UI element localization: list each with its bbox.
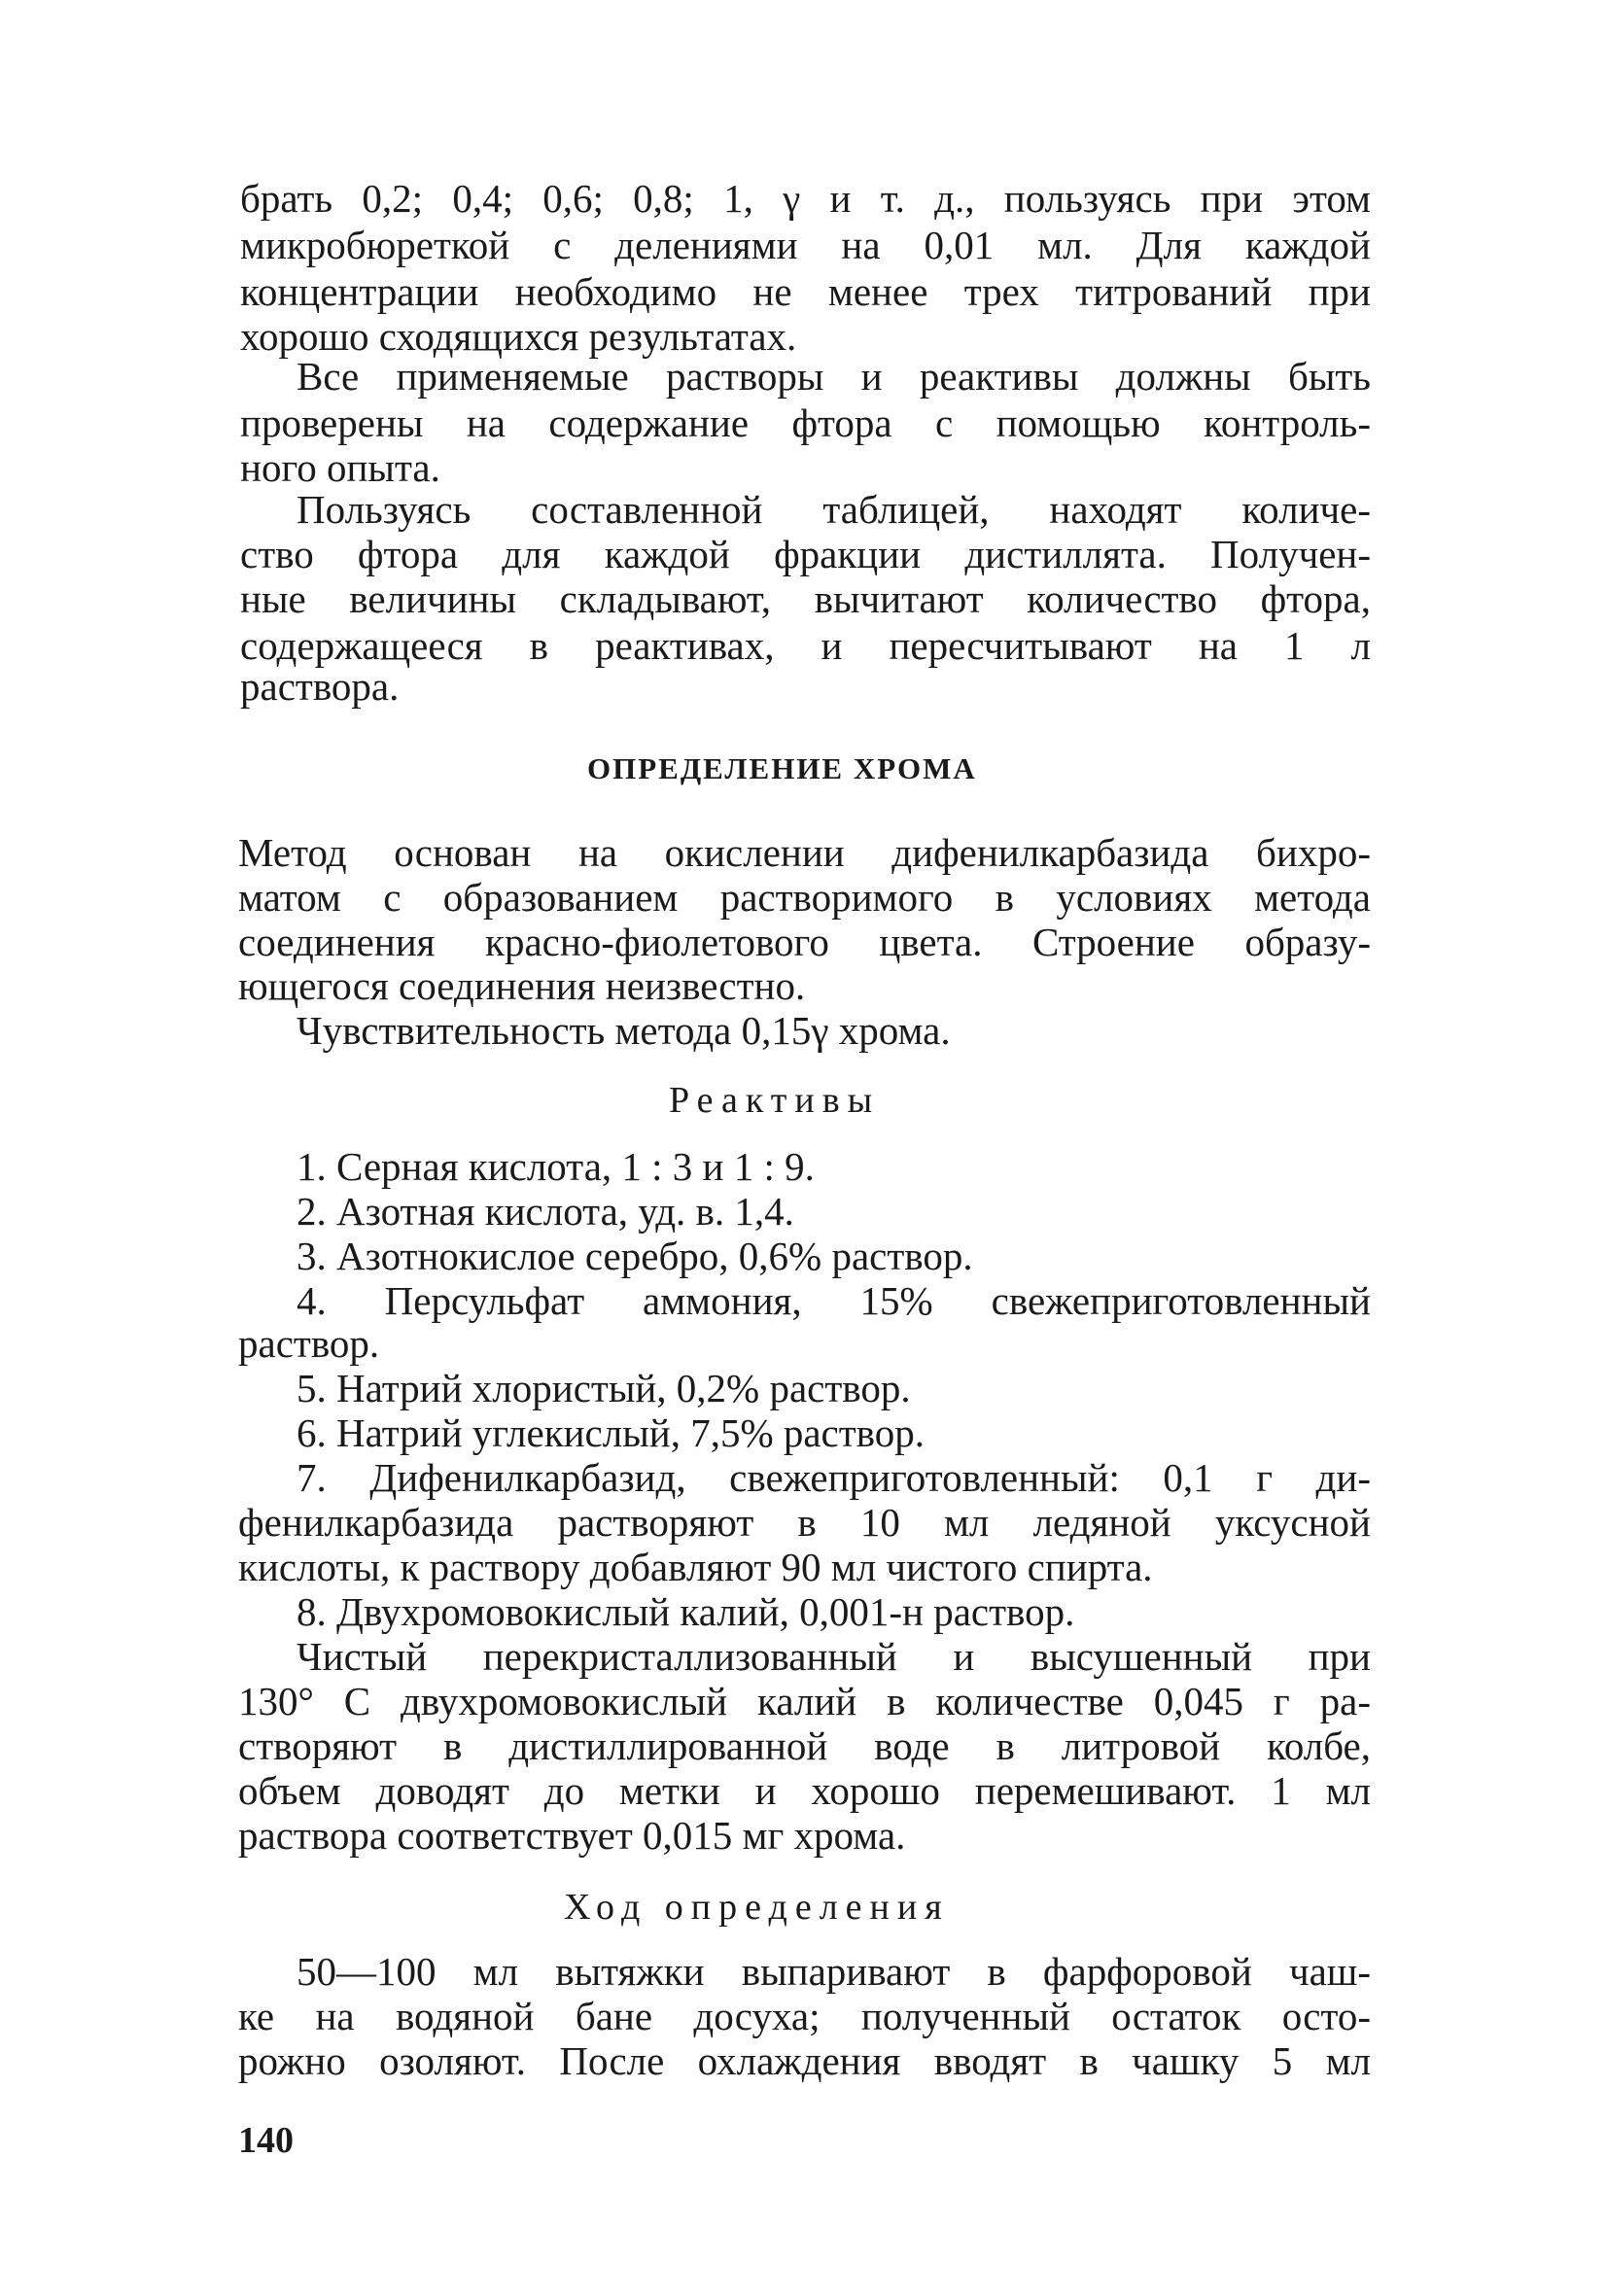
- reagent-item-4: 4. Персульфат аммония, 15% свежеприготовленный: [297, 1278, 1371, 1323]
- paragraph-1-line-2: микробюреткой с делениями на 0,01 мл. Для каждой: [240, 223, 1371, 267]
- paragraph-2-line-2: проверены на содержание фтора с помощью контроль-: [240, 400, 1371, 445]
- reagent-item-6: 6. Натрий углекислый, 7,5% раствор.: [297, 1410, 925, 1455]
- paragraph-3-line-4: содержащееся в реактивах, и пересчитывают на 1 л: [240, 623, 1371, 668]
- reagent-item-2: 2. Азотная кислота, уд. в. 1,4.: [297, 1189, 794, 1234]
- reagents-heading: Реактивы: [669, 1080, 881, 1121]
- method-paragraph-line-1: Метод основан на окислении дифенилкарбазида бихро-: [238, 830, 1371, 875]
- procedure-heading: Ход определения: [564, 1887, 950, 1928]
- paragraph-1-line-3: концентрации необходимо не менее трех титрований при: [240, 269, 1371, 314]
- dichromate-paragraph-line-1: Чистый перекристаллизованный и высушенный при: [297, 1634, 1371, 1679]
- procedure-paragraph-line-2: ке на водяной бане досуха; полученный остаток осто-: [238, 1994, 1371, 2038]
- paragraph-3-line-5: раствора.: [240, 664, 400, 709]
- paragraph-3-line-3: ные величины складывают, вычитают количество фтора,: [240, 576, 1371, 621]
- dichromate-paragraph-line-4: объем доводят до метки и хорошо перемешивают. 1 мл: [238, 1768, 1371, 1813]
- section-heading: ОПРЕДЕЛЕНИЕ ХРОМА: [587, 751, 977, 785]
- reagent-item-8: 8. Двухромовокислый калий, 0,001-н раствор.: [297, 1589, 1075, 1634]
- reagent-item-5: 5. Натрий хлористый, 0,2% раствор.: [297, 1366, 911, 1410]
- procedure-paragraph-line-1: 50—100 мл вытяжки выпаривают в фарфоровой чаш-: [297, 1949, 1371, 1994]
- procedure-paragraph-line-3: рожно озоляют. После охлаждения вводят в чашку 5 мл: [238, 2038, 1371, 2083]
- method-paragraph-line-4: ющегося соединения неизвестно.: [238, 963, 806, 1008]
- paragraph-1-line-4: хорошо сходящихся результатах.: [240, 314, 797, 359]
- dichromate-paragraph-line-5: раствора соответствует 0,015 мг хрома.: [238, 1813, 906, 1858]
- dichromate-paragraph-line-3: створяют в дистиллированной воде в литровой колбе,: [238, 1723, 1371, 1768]
- reagent-item-1: 1. Серная кислота, 1 : 3 и 1 : 9.: [297, 1144, 815, 1189]
- paragraph-2-line-1: Все применяемые растворы и реактивы должны быть: [297, 354, 1371, 399]
- page-number: 140: [238, 2120, 294, 2161]
- reagent-item-7-continued-1: фенилкарбазида растворяют в 10 мл ледяной уксусной: [238, 1500, 1371, 1545]
- paragraph-3-line-2: ство фтора для каждой фракции дистиллята. Получен-: [240, 532, 1371, 576]
- reagent-item-4-continued: раствор.: [238, 1321, 380, 1366]
- reagent-item-7: 7. Дифенилкарбазид, свежеприготовленный: 0,1 г ди-: [297, 1455, 1371, 1500]
- sensitivity-line: Чувствительность метода 0,15γ хрома.: [297, 1008, 951, 1053]
- paragraph-1-line-1: брать 0,2; 0,4; 0,6; 0,8; 1, γ и т. д., пользуясь при этом: [240, 176, 1371, 221]
- paragraph-2-line-3: ного опыта.: [240, 445, 440, 490]
- method-paragraph-line-3: соединения красно-фиолетового цвета. Строение образу-: [238, 920, 1371, 964]
- method-paragraph-line-2: матом с образованием растворимого в условиях метода: [238, 875, 1371, 920]
- paragraph-3-line-1: Пользуясь составленной таблицей, находят количе-: [297, 487, 1371, 532]
- reagent-item-3: 3. Азотнокислое серебро, 0,6% раствор.: [297, 1234, 973, 1278]
- dichromate-paragraph-line-2: 130° С двухромовокислый калий в количестве 0,045 г ра-: [238, 1679, 1371, 1723]
- reagent-item-7-continued-2: кислоты, к раствору добавляют 90 мл чистого спирта.: [238, 1545, 1153, 1589]
